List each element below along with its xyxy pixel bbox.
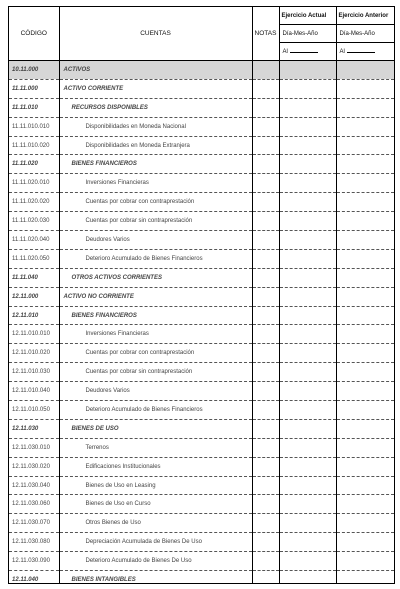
current-amount-cell[interactable] (279, 193, 336, 212)
current-at-date-field[interactable] (279, 43, 336, 61)
account-name: BIENES FINANCIEROS (59, 155, 252, 174)
current-amount-cell[interactable] (279, 268, 336, 287)
account-code: 11.11.040 (9, 268, 59, 287)
account-code: 11.11.020.020 (9, 193, 59, 212)
account-name: Deterioro Acumulado de Bienes Financieros (59, 249, 252, 268)
account-name: Edificaciones Institucionales (59, 457, 252, 476)
previous-amount-cell[interactable] (336, 155, 394, 174)
notes-cell[interactable] (252, 533, 279, 552)
notes-cell[interactable] (252, 457, 279, 476)
account-name: Inversiones Financieras (59, 325, 252, 344)
current-period-header: Ejercicio Actual (279, 7, 336, 25)
account-row (9, 268, 394, 287)
current-amount-cell[interactable] (279, 306, 336, 325)
account-row (9, 306, 394, 325)
current-amount-cell[interactable] (279, 476, 336, 495)
previous-amount-cell[interactable] (336, 174, 394, 193)
previous-amount-cell[interactable] (336, 438, 394, 457)
account-name: Inversiones Financieras (59, 174, 252, 193)
previous-amount-cell[interactable] (336, 61, 394, 80)
account-name: Bienes de Uso en Curso (59, 495, 252, 514)
current-amount-cell[interactable] (279, 571, 336, 584)
account-name: OTROS ACTIVOS CORRIENTES (59, 268, 252, 287)
account-row (9, 552, 394, 571)
previous-amount-cell[interactable] (336, 79, 394, 98)
previous-period-header: Ejercicio Anterior (336, 7, 394, 25)
notes-cell[interactable] (252, 79, 279, 98)
current-date-blank (290, 52, 318, 53)
account-code: 11.11.020.050 (9, 249, 59, 268)
notes-cell[interactable] (252, 174, 279, 193)
current-amount-cell[interactable] (279, 457, 336, 476)
current-amount-cell[interactable] (279, 325, 336, 344)
notes-cell[interactable] (252, 155, 279, 174)
account-code: 11.11.010.010 (9, 117, 59, 136)
account-code: 12.11.030.060 (9, 495, 59, 514)
account-name: Terrenos (59, 438, 252, 457)
account-row (9, 174, 394, 193)
notes-cell[interactable] (252, 268, 279, 287)
account-row (9, 98, 394, 117)
notes-cell[interactable] (252, 495, 279, 514)
account-code: 10.11.000 (9, 61, 59, 80)
notes-cell[interactable] (252, 363, 279, 382)
current-amount-cell[interactable] (279, 98, 336, 117)
current-amount-cell[interactable] (279, 438, 336, 457)
account-code: 12.11.030.090 (9, 552, 59, 571)
account-code: 12.11.030.010 (9, 438, 59, 457)
code-column-header: CÓDIGO (9, 7, 59, 61)
notes-cell[interactable] (252, 419, 279, 438)
account-name: Deterioro Acumulado de Bienes Financieros (59, 401, 252, 420)
account-name: Cuentas por cobrar sin contraprestación (59, 212, 252, 231)
notes-cell[interactable] (252, 325, 279, 344)
current-amount-cell[interactable] (279, 552, 336, 571)
previous-amount-cell[interactable] (336, 212, 394, 231)
current-amount-cell[interactable] (279, 231, 336, 250)
current-amount-cell[interactable] (279, 212, 336, 231)
current-amount-cell[interactable] (279, 382, 336, 401)
previous-amount-cell[interactable] (336, 231, 394, 250)
accounts-table (9, 7, 394, 584)
account-name: ACTIVO NO CORRIENTE (59, 287, 252, 306)
account-name: Disponibilidades en Moneda Extranjera (59, 136, 252, 155)
account-name: ACTIVOS (59, 61, 252, 80)
previous-amount-cell[interactable] (336, 117, 394, 136)
account-code: 12.11.010.010 (9, 325, 59, 344)
notes-column-header: NOTAS (252, 7, 279, 61)
account-row (9, 193, 394, 212)
previous-amount-cell[interactable] (336, 268, 394, 287)
previous-amount-cell[interactable] (336, 344, 394, 363)
account-row (9, 136, 394, 155)
notes-cell[interactable] (252, 249, 279, 268)
previous-amount-cell[interactable] (336, 533, 394, 552)
account-row (9, 325, 394, 344)
notes-cell[interactable] (252, 571, 279, 584)
account-code: 11.11.010.020 (9, 136, 59, 155)
previous-date-blank (347, 52, 375, 53)
account-code: 12.11.030 (9, 419, 59, 438)
notes-cell[interactable] (252, 287, 279, 306)
account-name: RECURSOS DISPONIBLES (59, 98, 252, 117)
current-amount-cell[interactable] (279, 533, 336, 552)
account-name: BIENES FINANCIEROS (59, 306, 252, 325)
notes-cell[interactable] (252, 382, 279, 401)
previous-amount-cell[interactable] (336, 514, 394, 533)
account-name: Deterioro Acumulado de Bienes De Uso (59, 552, 252, 571)
current-amount-cell[interactable] (279, 363, 336, 382)
notes-cell[interactable] (252, 401, 279, 420)
account-name: Otros Bienes de Uso (59, 514, 252, 533)
account-name: Cuentas por cobrar con contraprestación (59, 193, 252, 212)
account-row (9, 363, 394, 382)
account-code: 11.11.020.030 (9, 212, 59, 231)
account-row (9, 495, 394, 514)
previous-amount-cell[interactable] (336, 363, 394, 382)
previous-amount-cell[interactable] (336, 571, 394, 584)
current-amount-cell[interactable] (279, 249, 336, 268)
balance-sheet-table (8, 6, 395, 584)
account-row (9, 212, 394, 231)
notes-cell[interactable] (252, 231, 279, 250)
account-row (9, 401, 394, 420)
notes-cell[interactable] (252, 514, 279, 533)
previous-amount-cell[interactable] (336, 476, 394, 495)
account-code: 12.11.030.020 (9, 457, 59, 476)
previous-amount-cell[interactable] (336, 136, 394, 155)
account-row (9, 61, 394, 80)
notes-cell[interactable] (252, 193, 279, 212)
previous-amount-cell[interactable] (336, 306, 394, 325)
previous-amount-cell[interactable] (336, 495, 394, 514)
account-code: 12.11.030.040 (9, 476, 59, 495)
notes-cell[interactable] (252, 344, 279, 363)
current-amount-cell[interactable] (279, 79, 336, 98)
previous-amount-cell[interactable] (336, 98, 394, 117)
account-row (9, 344, 394, 363)
account-name: BIENES DE USO (59, 419, 252, 438)
account-row (9, 155, 394, 174)
account-row (9, 457, 394, 476)
account-name: BIENES INTANGIBLES (59, 571, 252, 584)
current-amount-cell[interactable] (279, 136, 336, 155)
current-date-format: Día-Mes-Año (279, 25, 336, 43)
account-row (9, 438, 394, 457)
account-row (9, 79, 394, 98)
notes-cell[interactable] (252, 61, 279, 80)
current-amount-cell[interactable] (279, 419, 336, 438)
account-name: Cuentas por cobrar con contraprestación (59, 344, 252, 363)
notes-cell[interactable] (252, 552, 279, 571)
account-code: 11.11.020.010 (9, 174, 59, 193)
account-name: ACTIVO CORRIENTE (59, 79, 252, 98)
previous-at-label: Al (339, 48, 345, 55)
account-code: 11.11.010 (9, 98, 59, 117)
account-code: 12.11.030.070 (9, 514, 59, 533)
account-code: 12.11.000 (9, 287, 59, 306)
account-name: Bienes de Uso en Leasing (59, 476, 252, 495)
account-code: 12.11.040 (9, 571, 59, 584)
current-amount-cell[interactable] (279, 514, 336, 533)
notes-cell[interactable] (252, 476, 279, 495)
account-row (9, 419, 394, 438)
account-name: Deudores Varios (59, 382, 252, 401)
account-name: Depreciación Acumulada de Bienes De Uso (59, 533, 252, 552)
account-code: 12.11.010.050 (9, 401, 59, 420)
previous-amount-cell[interactable] (336, 287, 394, 306)
account-row (9, 382, 394, 401)
current-amount-cell[interactable] (279, 174, 336, 193)
account-row (9, 249, 394, 268)
previous-amount-cell[interactable] (336, 249, 394, 268)
account-code: 12.11.030.080 (9, 533, 59, 552)
account-row (9, 117, 394, 136)
notes-cell[interactable] (252, 438, 279, 457)
previous-date-format: Día-Mes-Año (336, 25, 394, 43)
account-code: 11.11.000 (9, 79, 59, 98)
previous-amount-cell[interactable] (336, 193, 394, 212)
account-code: 12.11.010.030 (9, 363, 59, 382)
current-amount-cell[interactable] (279, 287, 336, 306)
previous-amount-cell[interactable] (336, 419, 394, 438)
previous-amount-cell[interactable] (336, 382, 394, 401)
account-row (9, 231, 394, 250)
previous-at-date-field[interactable] (336, 43, 394, 61)
current-at-label: Al (282, 48, 288, 55)
account-code: 12.11.010.020 (9, 344, 59, 363)
notes-cell[interactable] (252, 212, 279, 231)
notes-cell[interactable] (252, 306, 279, 325)
previous-amount-cell[interactable] (336, 401, 394, 420)
notes-cell[interactable] (252, 98, 279, 117)
account-row (9, 514, 394, 533)
notes-cell[interactable] (252, 136, 279, 155)
account-row (9, 476, 394, 495)
account-row (9, 533, 394, 552)
current-amount-cell[interactable] (279, 401, 336, 420)
previous-amount-cell[interactable] (336, 325, 394, 344)
current-amount-cell[interactable] (279, 117, 336, 136)
accounts-column-header: CUENTAS (59, 7, 252, 61)
account-code: 11.11.020 (9, 155, 59, 174)
previous-amount-cell[interactable] (336, 552, 394, 571)
account-row (9, 571, 394, 584)
current-amount-cell[interactable] (279, 344, 336, 363)
previous-amount-cell[interactable] (336, 457, 394, 476)
account-name: Cuentas por cobrar sin contraprestación (59, 363, 252, 382)
account-code: 12.11.010.040 (9, 382, 59, 401)
current-amount-cell[interactable] (279, 61, 336, 80)
current-amount-cell[interactable] (279, 495, 336, 514)
account-code: 12.11.010 (9, 306, 59, 325)
account-row (9, 287, 394, 306)
current-amount-cell[interactable] (279, 155, 336, 174)
account-code: 11.11.020.040 (9, 231, 59, 250)
notes-cell[interactable] (252, 117, 279, 136)
account-name: Deudores Varios (59, 231, 252, 250)
account-name: Disponibilidades en Moneda Nacional (59, 117, 252, 136)
